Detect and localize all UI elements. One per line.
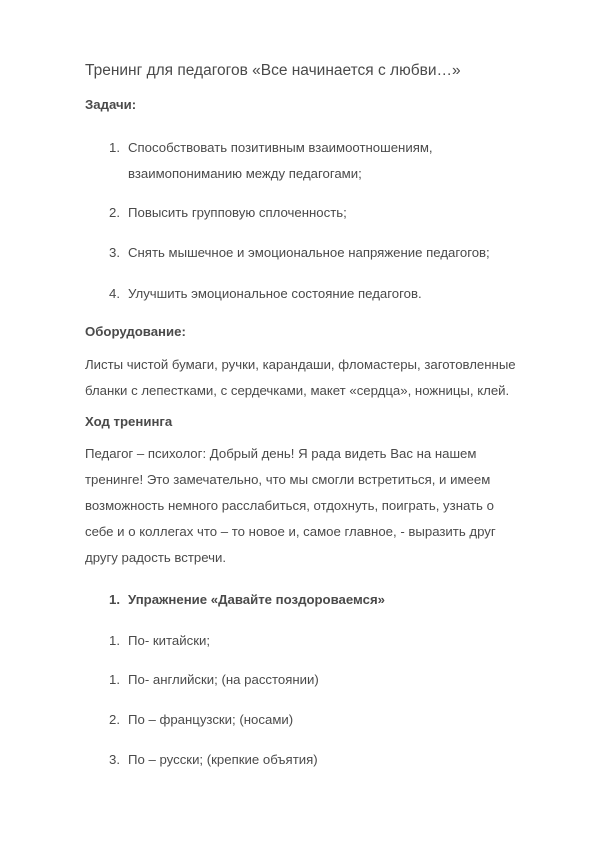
course-text: себе и о коллегах что – то новое и, самое главное, - выразить друг [85,524,496,539]
task-number: 1. [109,140,120,155]
equipment-heading: Оборудование: [85,324,186,339]
course-text: тренинге! Это замечательно, что мы смогли встретиться, и имеем [85,472,491,487]
greeting-text: По – русски; (крепкие объятия) [128,752,318,767]
course-heading: Ход тренинга [85,414,173,429]
task-text: Снять мышечное и эмоциональное напряжение педагогов; [128,245,490,260]
greeting-number: 3. [109,752,120,767]
greeting-number: 1. [109,633,120,648]
task-number: 3. [109,245,120,260]
equipment-text: Листы чистой бумаги, ручки, карандаши, фломастеры, заготовленные [85,357,516,372]
greeting-number: 1. [109,672,120,687]
task-number: 2. [109,205,120,220]
task-text: Способствовать позитивным взаимоотношениям, [128,140,433,155]
equipment-text: бланки с лепестками, с сердечками, макет «сердца», ножницы, клей. [85,383,510,398]
document-title: Тренинг для педагогов «Все начинается с любви…» [85,62,461,79]
greeting-text: По – французски; (носами) [128,712,294,727]
course-text: другу радость встречи. [85,550,227,565]
exercise-title: Упражнение «Давайте поздороваемся» [128,592,385,607]
exercise-number: 1. [109,592,120,607]
course-text: возможность немного расслабиться, отдохнуть, поиграть, узнать о [85,498,494,513]
task-number: 4. [109,286,120,301]
task-text: Повысить групповую сплоченность; [128,205,347,220]
course-text: Педагог – психолог: Добрый день! Я рада видеть Вас на нашем [85,446,477,461]
task-text: взаимопониманию между педагогами; [128,166,362,181]
greeting-text: По- английски; (на расстоянии) [128,672,319,687]
task-text: Улучшить эмоциональное состояние педагогов. [128,286,422,301]
greeting-text: По- китайски; [128,633,210,648]
tasks-heading: Задачи: [85,97,137,112]
greeting-number: 2. [109,712,120,727]
